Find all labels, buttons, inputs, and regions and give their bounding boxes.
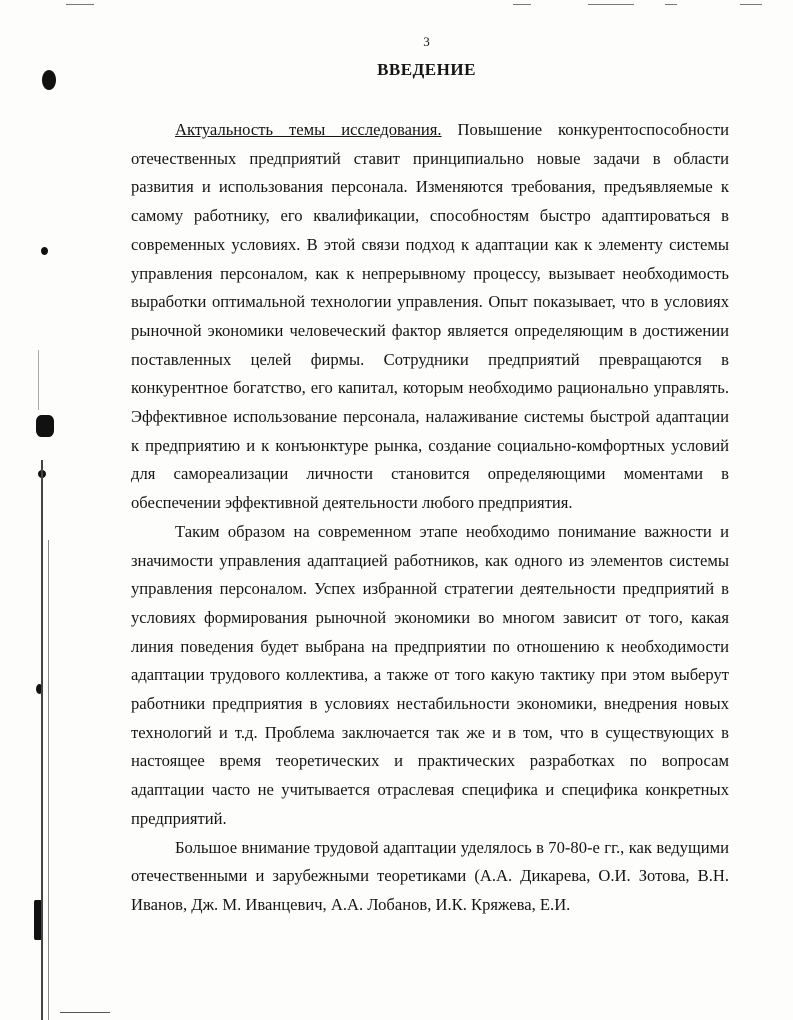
paragraph-attention xyxy=(131,834,729,920)
binding-hole-mark xyxy=(36,415,54,437)
scan-artifact-top xyxy=(588,4,634,5)
scan-artifact-top xyxy=(740,4,762,5)
scan-edge-line xyxy=(38,350,39,410)
scan-edge-line xyxy=(48,540,49,1020)
page-title: ВВЕДЕНИЕ xyxy=(377,60,476,79)
paragraph-text: Повышение конкурентоспособности отечественных предприятий ставит принципиально новые задачи в области развития и использования персонала. Изменяются требования, предъявляемые к самому работнику, его квалификации, способностям быстро адаптироваться в современных условиях. В этой связи подход к адаптации как к элементу системы управления персоналом, как к непрерывному процессу, вызывает необходимость выработки оптимальной технологии управления. Опыт показывает, что в условиях рыночной экономики человеческий фактор является определяющим в достижении поставленных целей фирмы. Сотрудники предприятий превращаются в конкурентное богатство, его капитал, которым необходимо рационально управлять. Эффективное использование персонала, налаживание системы быстрой адаптации к предприятию и к конъюнктуре рынка, создание социально-комфортных условий для самореализации личности становится определяющими моментами в обеспечении эффективной деятельности любого предприятия. xyxy=(131,120,729,513)
scan-edge-line xyxy=(60,1012,110,1013)
scan-artifact-top xyxy=(66,4,94,5)
scan-artifact-top xyxy=(513,4,531,5)
body-text xyxy=(131,116,729,920)
page-number: 3 xyxy=(423,34,430,49)
paragraph-text: Большое внимание трудовой адаптации уделялось в 70-80-е гг., как ведущими отечественными и зарубежными теоретиками (А.А. Дикарева, О.И. Зотова, В.Н. Иванов, Дж. М. Иванцевич, А.А. Лобанов, И.К. Кряжева, Е.И. xyxy=(131,837,729,914)
paragraph-importance xyxy=(131,518,729,834)
paragraph-text: Таким образом на современном этапе необходимо понимание важности и значимости управления адаптацией работников, как одного из элементов системы управления персоналом. Успех избранной стратегии деятельности предприятий в условиях формирования рыночной экономики во многом зависит от того, какая линия поведения будет выбрана на предприятии по отношению к необходимости адаптации трудового коллектива, а также от того какую тактику при этом выберут работники предприятия в условиях нестабильности экономики, внедрения новых технологий и т.д. Проблема заключается так же и в том, что в существующих в настоящее время теоретических и практических разработках по вопросам адаптации часто не учитывается отраслевая специфика и специфика конкретных предприятий. xyxy=(131,521,729,828)
scan-edge-line xyxy=(41,460,43,1020)
relevance-heading: Актуальность темы исследования. xyxy=(175,120,442,139)
scan-artifact-top xyxy=(665,4,677,5)
binding-hole-mark xyxy=(41,247,48,255)
paragraph-relevance xyxy=(131,116,729,518)
